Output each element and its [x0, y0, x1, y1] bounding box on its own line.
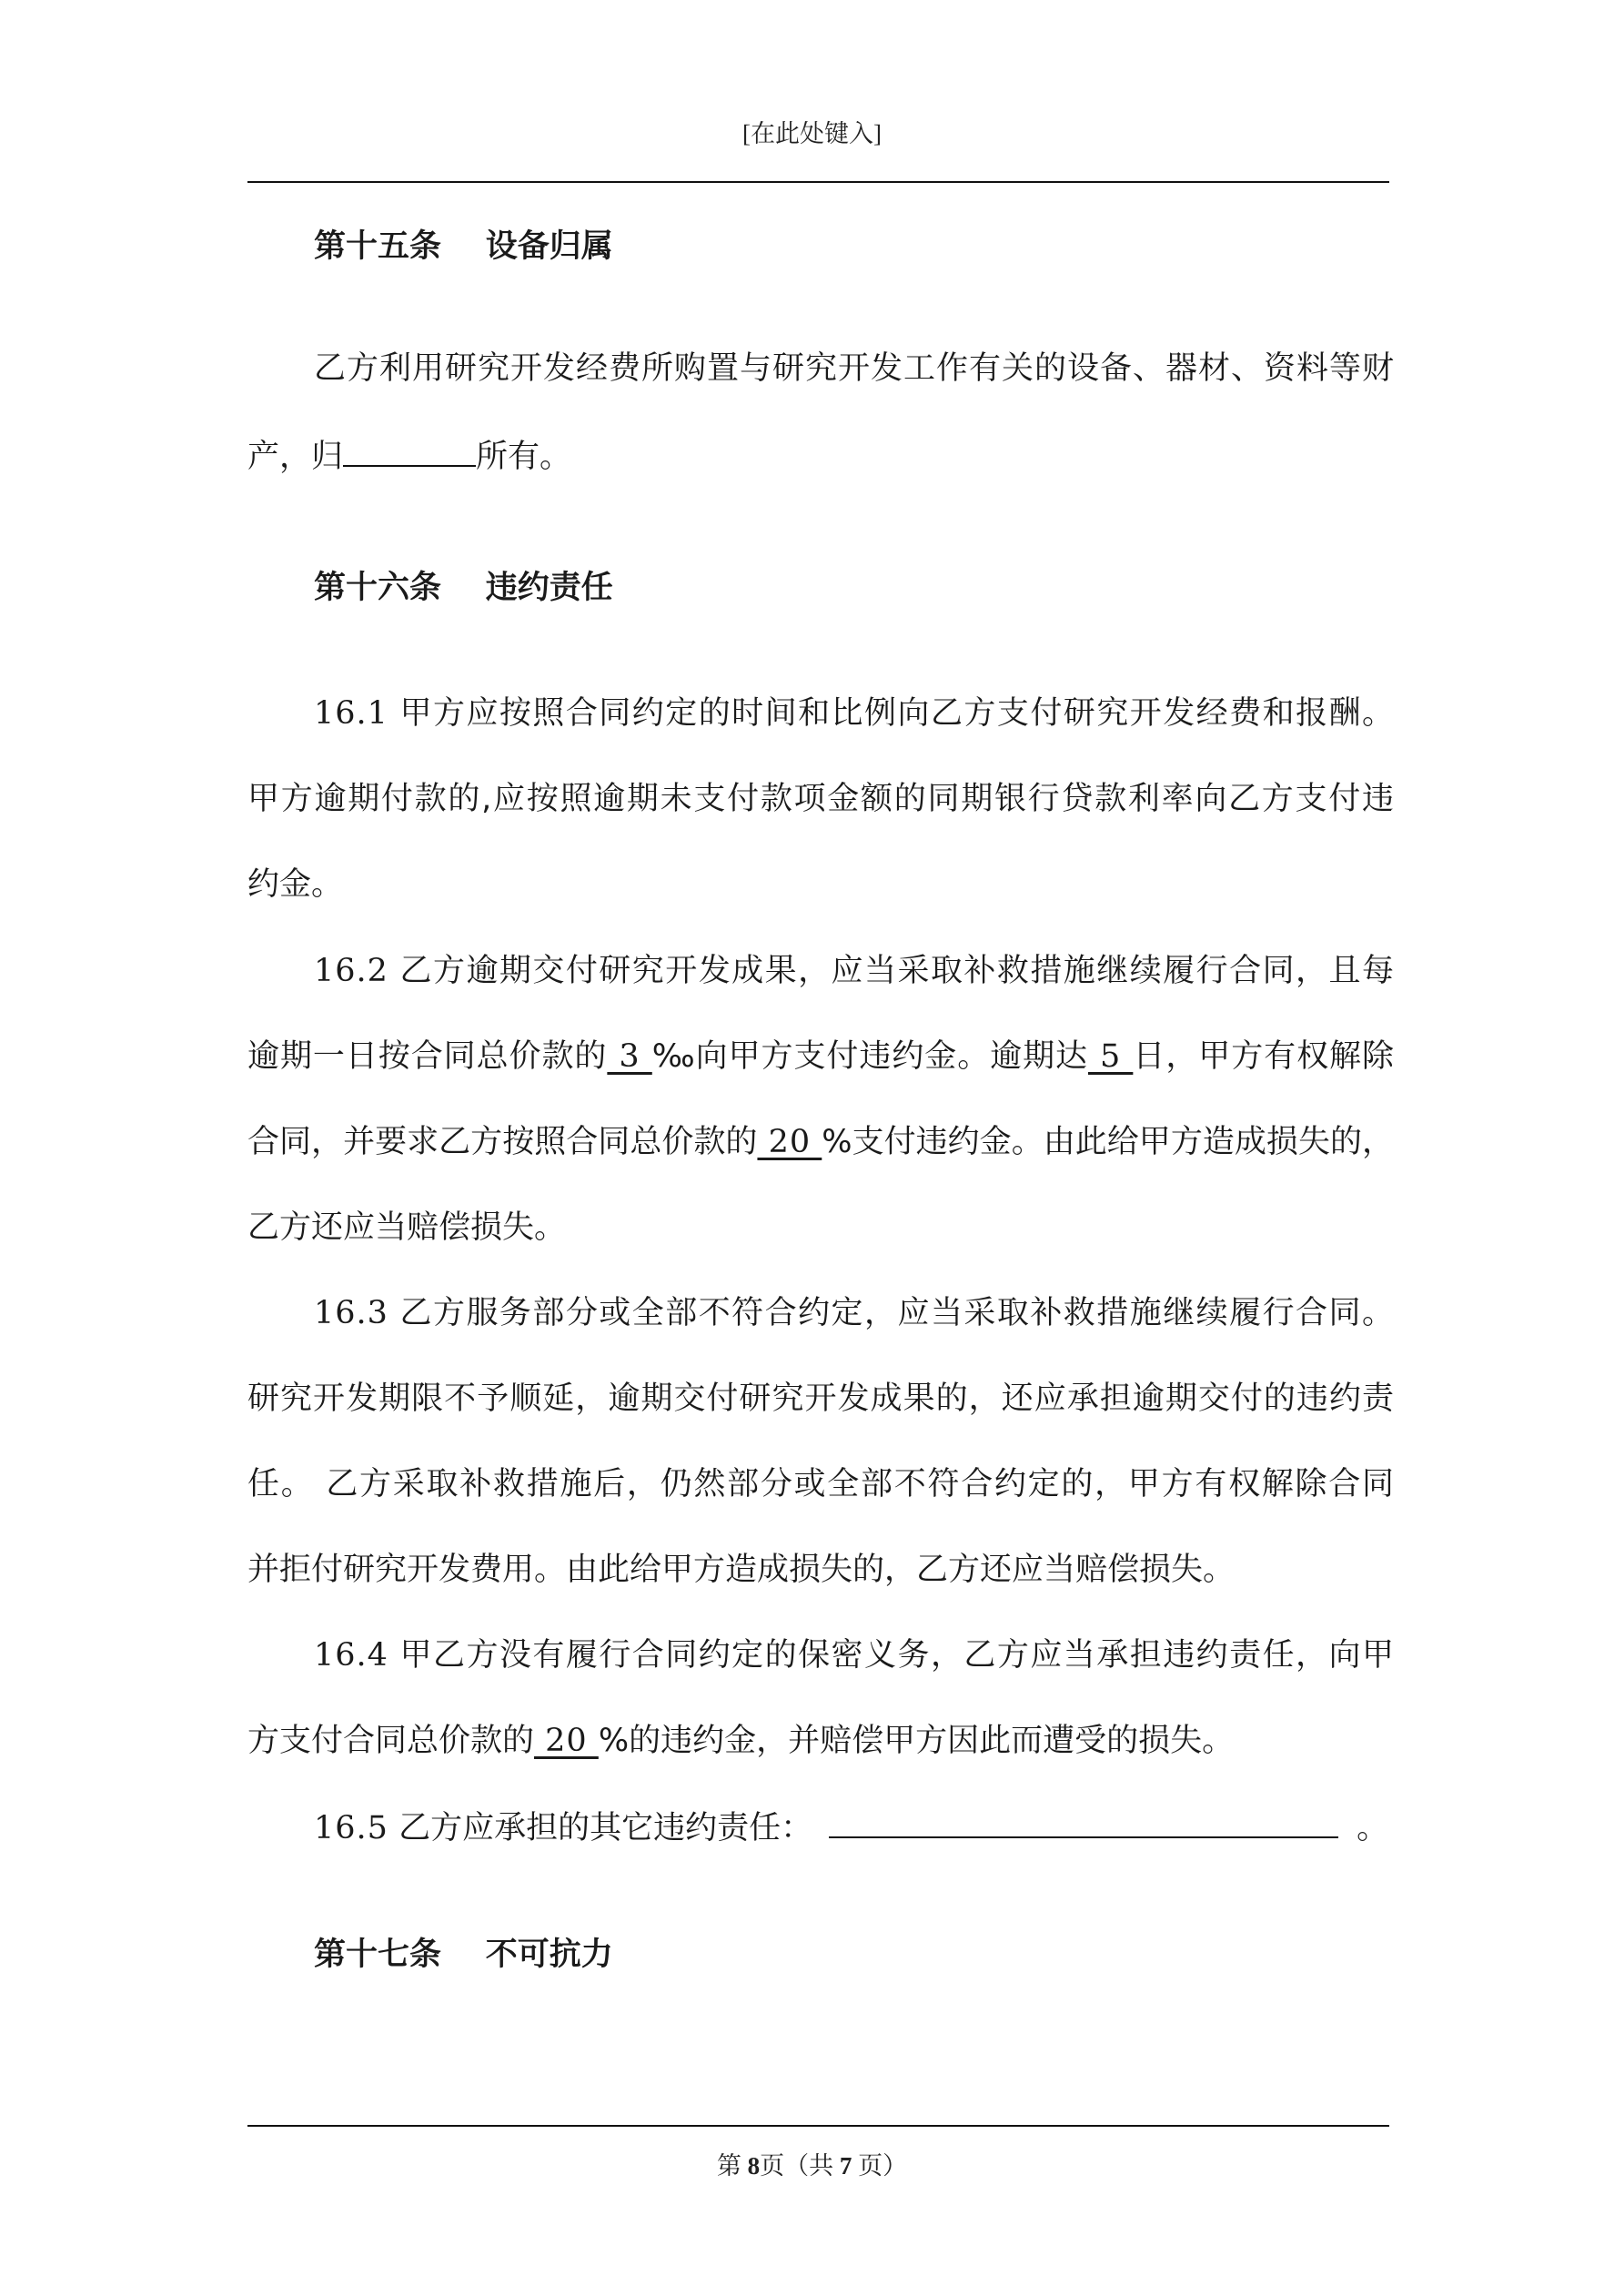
page-header: [在此处键入] — [742, 120, 882, 147]
clause-16-4-line-1 — [314, 1634, 1394, 1676]
clause-number: 16.3 — [314, 1295, 388, 1331]
text-segment: 日，甲方有权解除 — [1133, 1038, 1394, 1075]
text-segment: 所有。 — [476, 439, 572, 475]
clause-16-3-line-3: 任。 乙方采取补救措施后，仍然部分或全部不符合约定的，甲方有权解除合同 — [247, 1466, 1394, 1502]
clause-number: 16.5 — [314, 1810, 388, 1846]
text-segment: 甲方应按照合同约定的时间和比例向乙方支付研究开发经费和报酬。 — [388, 695, 1394, 732]
clause-16-2-line-4: 乙方还应当赔偿损失。 — [247, 1209, 567, 1246]
page-footer — [0, 2146, 1624, 2181]
text-segment: 乙方服务部分或全部不符合约定，应当采取补救措施继续履行合同。 — [388, 1295, 1394, 1331]
permille-value[interactable]: 3 — [607, 1038, 652, 1075]
clause-16-2-line-1 — [314, 950, 1394, 992]
clause-number: 16.4 — [314, 1637, 388, 1674]
clause-16-3-line-2: 研究开发期限不予顺延，逾期交付研究开发成果的，还应承担逾期交付的违约责 — [247, 1381, 1394, 1417]
percent-value[interactable]: 20 — [757, 1124, 822, 1160]
section-17-title: 第十七条 不可抗力 — [314, 1937, 613, 1973]
footer-page-number: 8 — [747, 2152, 761, 2180]
clause-number: 16.1 — [314, 695, 388, 732]
text-segment: 逾期一日按合同总价款的 — [247, 1038, 608, 1075]
section-15-para-line-2 — [247, 434, 1394, 478]
other-liability-blank[interactable] — [829, 1805, 1338, 1838]
text-segment: %支付违约金。由此给甲方造成损失的， — [822, 1124, 1394, 1160]
text-segment: ‰向甲方支付违约金。逾期达 — [651, 1038, 1088, 1075]
text-segment: 方支付合同总价款的 — [247, 1723, 535, 1759]
section-15-para-line-1: 乙方利用研究开发经费所购置与研究开发工作有关的设备、器材、资料等财 — [314, 350, 1394, 387]
clause-16-3-line-4: 并拒付研究开发费用。由此给甲方造成损失的，乙方还应当赔偿损失。 — [247, 1552, 1236, 1588]
section-16-title: 第十六条 违约责任 — [314, 570, 613, 606]
footer-rule — [247, 2125, 1389, 2127]
clause-16-1-line-3: 约金。 — [247, 866, 344, 903]
text-segment: 。 — [1357, 1810, 1389, 1846]
text-segment: 甲乙方没有履行合同约定的保密义务，乙方应当承担违约责任，向甲 — [388, 1637, 1394, 1674]
text-segment: 合同，并要求乙方按照合同总价款的 — [247, 1124, 758, 1160]
clause-16-5-line-1 — [314, 1805, 1394, 1849]
footer-prefix: 第 — [716, 2152, 748, 2180]
clause-16-3-line-1 — [314, 1292, 1394, 1334]
clause-16-4-line-2 — [247, 1720, 1394, 1762]
clause-number: 16.2 — [314, 953, 388, 989]
owner-blank[interactable] — [343, 434, 476, 467]
days-value[interactable]: 5 — [1087, 1038, 1134, 1075]
percent-value[interactable]: 20 — [534, 1723, 599, 1759]
clause-16-1-line-2: 甲方逾期付款的,应按照逾期未支付款项金额的同期银行贷款利率向乙方支付违 — [247, 781, 1394, 817]
clause-16-2-line-2 — [247, 1036, 1394, 1077]
text-segment: 乙方逾期交付研究开发成果，应当采取补救措施继续履行合同，且每 — [388, 953, 1394, 989]
footer-total-pages: 7 — [839, 2152, 852, 2180]
section-15-title: 第十五条 设备归属 — [314, 228, 613, 265]
text-segment: %的违约金，并赔偿甲方因此而遭受的损失。 — [598, 1723, 1235, 1759]
text-segment: 产，归 — [247, 439, 344, 475]
clause-16-1-line-1 — [314, 693, 1394, 734]
footer-middle: 页（共 — [760, 2152, 840, 2180]
footer-suffix: 页） — [852, 2152, 908, 2180]
clause-16-2-line-3 — [247, 1121, 1394, 1163]
text-segment: 乙方应承担的其它违约责任： — [388, 1810, 813, 1846]
header-rule — [247, 181, 1389, 183]
